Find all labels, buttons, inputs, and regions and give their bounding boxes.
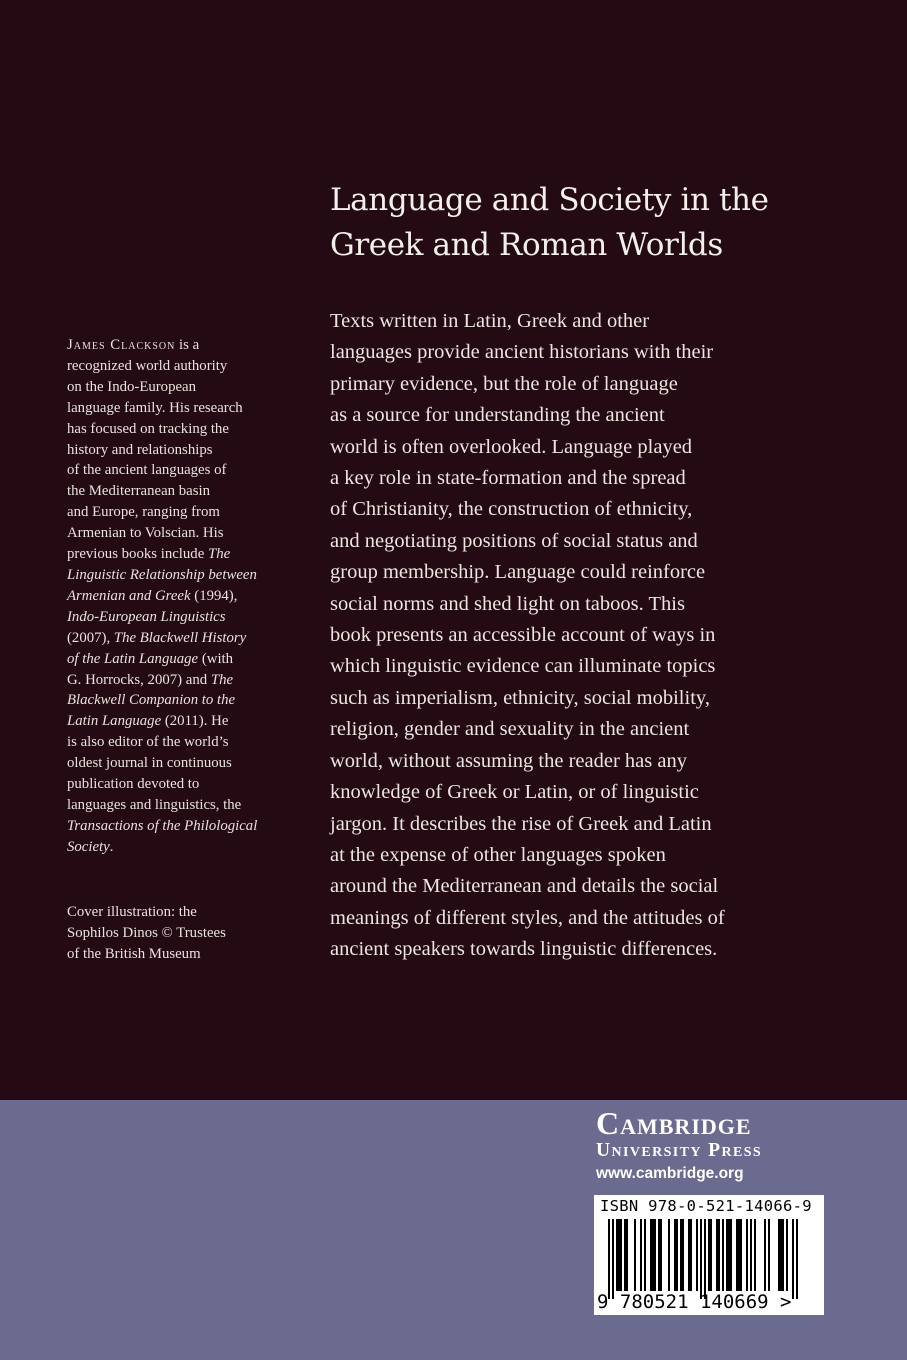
isbn-barcode [594, 1195, 824, 1315]
barcode-bar [650, 1219, 652, 1291]
barcode-bar [728, 1219, 730, 1291]
barcode-bar [764, 1219, 766, 1291]
ean-digits: 9 780521 140669 > [597, 1291, 792, 1313]
description-line: social norms and shed light on taboos. This [330, 592, 685, 615]
bio-line: of the Latin Language (with [67, 650, 234, 667]
barcode-bar [696, 1219, 698, 1291]
description-line: religion, gender and sexuality in the ancient [330, 718, 690, 741]
barcode-bar [626, 1219, 628, 1291]
barcode-bar [786, 1219, 788, 1291]
publisher-name: Cambridge [596, 1105, 752, 1141]
title-line: Language and Society in the [330, 182, 769, 218]
barcode-bar [768, 1219, 770, 1291]
description-line: knowledge of Greek or Latin, or of linguistic [330, 781, 699, 804]
bio-line: James Clackson is a [67, 337, 200, 353]
bio-line: publication devoted to [67, 776, 200, 793]
barcode-bar [700, 1219, 702, 1299]
book-title-italic: The Blackwell History [113, 629, 247, 646]
barcode-bar [624, 1219, 626, 1291]
description-line: a key role in state-formation and the spread [330, 467, 686, 490]
description-line: such as imperialism, ethnicity, social mobility, [330, 686, 710, 709]
bio-line: is also editor of the world’s [67, 734, 229, 751]
barcode-bar [660, 1219, 662, 1291]
publisher-url: www.cambridge.org [596, 1165, 744, 1182]
bio-line: Society. [67, 838, 114, 855]
description-line: which linguistic evidence can illuminate topics [330, 655, 716, 678]
bio-line [67, 690, 297, 711]
bio-line: previous books include The [67, 546, 231, 563]
book-title-italic: of the Latin Language [67, 650, 199, 667]
bio-line: on the Indo-European [67, 378, 197, 395]
description-line: world is often overlooked. Language played [330, 435, 693, 458]
barcode-bar [644, 1219, 646, 1291]
barcode-bar [618, 1219, 620, 1291]
barcode-bar [612, 1219, 614, 1299]
barcode-bar [716, 1219, 718, 1291]
bio-line [67, 607, 297, 628]
barcode-bar [778, 1219, 780, 1291]
bio-line [67, 565, 297, 586]
barcode-bar [620, 1219, 622, 1291]
bio-line: languages and linguistics, the [67, 796, 242, 813]
barcode-bar [652, 1219, 654, 1291]
credit-line: of the British Museum [67, 945, 201, 962]
barcode-bar [704, 1219, 706, 1299]
bio-line: (2007), The Blackwell History [67, 629, 247, 646]
barcode-bar [616, 1219, 618, 1291]
barcode-bar [740, 1219, 742, 1291]
bio-line: history and relationships [67, 441, 213, 458]
barcode-bar [640, 1219, 642, 1291]
description-line: languages provide ancient historians with their [330, 341, 714, 364]
barcode-bar [634, 1219, 636, 1291]
description-line: primary evidence, but the role of language [330, 372, 678, 395]
description-line: world, without assuming the reader has any [330, 749, 687, 772]
cover-credit [67, 902, 297, 965]
barcode-bar [782, 1219, 784, 1291]
isbn-label: ISBN 978-0-521-14066-9 [600, 1197, 812, 1215]
book-title-italic: Indo-European Linguistics [67, 608, 226, 625]
description-line: ancient speakers towards linguistic differences. [330, 938, 718, 961]
book-title-italic: Armenian and Greek [67, 587, 191, 604]
barcode-bar [682, 1219, 684, 1291]
credit-line: Cover illustration: the [67, 904, 197, 920]
description-line: meanings of different styles, and the attitudes of [330, 906, 725, 929]
book-title-italic: Blackwell Companion to the [67, 692, 236, 709]
barcode-bar [680, 1219, 682, 1291]
bio-line: G. Horrocks, 2007) and The [67, 671, 234, 688]
barcode-bar [780, 1219, 782, 1291]
publisher-subtitle: University Press [596, 1140, 763, 1161]
description-line: Texts written in Latin, Greek and other [330, 310, 650, 332]
publisher-block [596, 1106, 826, 1185]
barcode-bar [688, 1219, 690, 1291]
barcode-bar [676, 1219, 678, 1291]
bio-line: language family. His research [67, 399, 243, 416]
book-title-italic: Linguistic Relationship between [67, 566, 257, 583]
barcode-bar [730, 1219, 732, 1291]
title-line: Greek and Roman Worlds [330, 227, 723, 263]
description-line: group membership. Language could reinforce [330, 561, 706, 584]
bio-line: Latin Language (2011). He [67, 713, 229, 730]
bio-line: and Europe, ranging from [67, 504, 220, 521]
bio-line [67, 816, 297, 837]
barcode-bar [690, 1219, 692, 1291]
journal-title-italic: Society [67, 838, 110, 855]
author-name: James Clackson [67, 337, 176, 353]
journal-title-italic: Transactions of the Philological [67, 817, 258, 834]
credit-line: Sophilos Dinos © Trustees [67, 924, 226, 941]
barcode-bar [668, 1219, 670, 1291]
description-line: around the Mediterranean and details the social [330, 875, 719, 898]
book-title-italic: The [207, 546, 231, 563]
barcode-bars [604, 1219, 814, 1301]
barcode-bar [710, 1219, 712, 1291]
barcode-bar [738, 1219, 740, 1291]
barcode-bar [746, 1219, 748, 1291]
description-line: of Christianity, the construction of ethnicity, [330, 498, 693, 521]
book-title-italic: The [210, 671, 234, 688]
bio-line: has focused on tracking the [67, 420, 229, 437]
barcode-bar [708, 1219, 710, 1291]
description-line: as a source for understanding the ancient [330, 404, 665, 427]
barcode-bar [654, 1219, 656, 1291]
barcode-bar [750, 1219, 752, 1291]
author-bio [67, 335, 297, 858]
description-line: book presents an accessible account of ways in [330, 624, 716, 647]
barcode-bar [726, 1219, 728, 1291]
barcode-bar [754, 1219, 756, 1291]
book-title-italic: Latin Language [67, 713, 162, 730]
barcode-bar [736, 1219, 738, 1291]
description-line: jargon. It describes the rise of Greek and Latin [330, 812, 712, 835]
barcode-bar [674, 1219, 676, 1291]
bio-line: of the ancient languages of [67, 462, 227, 479]
barcode-bar [722, 1219, 724, 1291]
bio-line: recognized world authority [67, 357, 228, 374]
barcode-bar [608, 1219, 610, 1299]
barcode-bar [658, 1219, 660, 1291]
book-description [330, 306, 850, 966]
bio-line: oldest journal in continuous [67, 755, 232, 772]
barcode-bar [718, 1219, 720, 1291]
description-line: at the expense of other languages spoken [330, 843, 666, 866]
barcode-bar [796, 1219, 798, 1299]
bio-line: Armenian and Greek (1994), [67, 587, 238, 604]
barcode-bar [792, 1219, 794, 1299]
bio-line: Armenian to Volscian. His [67, 525, 224, 542]
book-title [330, 178, 850, 268]
description-line: and negotiating positions of social status and [330, 529, 698, 552]
bio-line: the Mediterranean basin [67, 483, 210, 500]
